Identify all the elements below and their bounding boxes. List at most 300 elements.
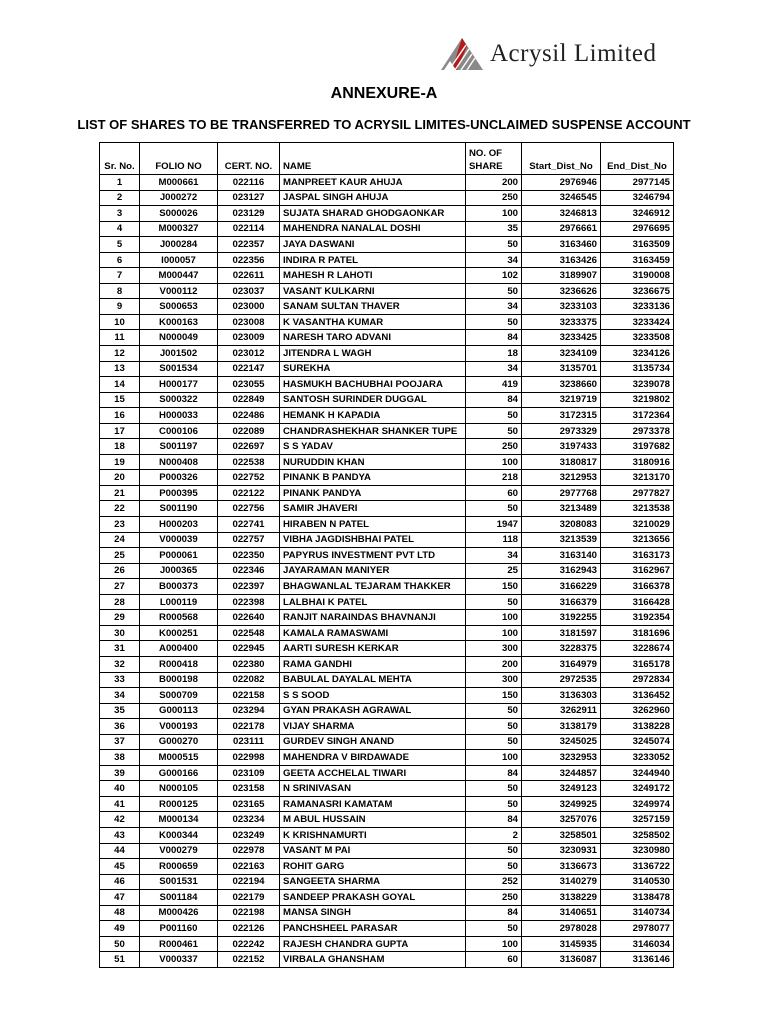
acrysil-logo-icon bbox=[440, 37, 484, 71]
end-dist-no-cell: 3163459 bbox=[601, 252, 674, 268]
cert-no-cell: 022398 bbox=[218, 594, 280, 610]
cert-no-cell: 022978 bbox=[218, 843, 280, 859]
folio-no-cell: S001534 bbox=[140, 361, 218, 377]
folio-no-cell: H000177 bbox=[140, 377, 218, 393]
end-dist-no-cell: 3140530 bbox=[601, 874, 674, 890]
start-dist-no-cell: 3257076 bbox=[522, 812, 601, 828]
table-row bbox=[100, 408, 674, 424]
start-dist-no-cell: 3219719 bbox=[522, 392, 601, 408]
start-dist-no-cell: 2976946 bbox=[522, 175, 601, 191]
start-dist-no-cell: 3163140 bbox=[522, 548, 601, 564]
no-of-share-cell: 50 bbox=[466, 719, 522, 735]
cert-no-cell: 022242 bbox=[218, 936, 280, 952]
cert-no-cell: 022538 bbox=[218, 454, 280, 470]
name-cell: KAMALA RAMASWAMI bbox=[280, 625, 466, 641]
cert-no-cell: 022147 bbox=[218, 361, 280, 377]
end-dist-no-cell: 2977827 bbox=[601, 485, 674, 501]
start-dist-no-cell: 2973329 bbox=[522, 423, 601, 439]
start-dist-no-cell: 3230931 bbox=[522, 843, 601, 859]
no-of-share-cell: 100 bbox=[466, 454, 522, 470]
name-cell: JAYA DASWANI bbox=[280, 237, 466, 253]
cert-no-cell: 023000 bbox=[218, 299, 280, 315]
sr-no-cell: 48 bbox=[100, 905, 140, 921]
no-of-share-cell: 100 bbox=[466, 206, 522, 222]
folio-no-cell: S001190 bbox=[140, 501, 218, 517]
start-dist-no-cell: 3197433 bbox=[522, 439, 601, 455]
header-folio-no: FOLIO NO bbox=[140, 143, 218, 175]
end-dist-no-cell: 3246794 bbox=[601, 190, 674, 206]
cert-no-cell: 022357 bbox=[218, 237, 280, 253]
sr-no-cell: 21 bbox=[100, 485, 140, 501]
end-dist-no-cell: 3136452 bbox=[601, 688, 674, 704]
no-of-share-cell: 50 bbox=[466, 843, 522, 859]
cert-no-cell: 023129 bbox=[218, 206, 280, 222]
sr-no-cell: 13 bbox=[100, 361, 140, 377]
cert-no-cell: 023012 bbox=[218, 346, 280, 362]
no-of-share-cell: 84 bbox=[466, 812, 522, 828]
no-of-share-cell: 150 bbox=[466, 579, 522, 595]
start-dist-no-cell: 3233425 bbox=[522, 330, 601, 346]
table-row bbox=[100, 843, 674, 859]
cert-no-cell: 022178 bbox=[218, 719, 280, 735]
name-cell: GEETA ACCHELAL TIWARI bbox=[280, 765, 466, 781]
sr-no-cell: 32 bbox=[100, 656, 140, 672]
sr-no-cell: 33 bbox=[100, 672, 140, 688]
folio-no-cell: V000112 bbox=[140, 283, 218, 299]
table-row bbox=[100, 781, 674, 797]
table-row bbox=[100, 377, 674, 393]
folio-no-cell: C000106 bbox=[140, 423, 218, 439]
table-header-row bbox=[100, 143, 674, 175]
name-cell: PINANK B PANDYA bbox=[280, 470, 466, 486]
no-of-share-cell: 50 bbox=[466, 501, 522, 517]
name-cell: ROHIT GARG bbox=[280, 859, 466, 875]
sr-no-cell: 19 bbox=[100, 454, 140, 470]
page-title: ANNEXURE-A bbox=[330, 85, 438, 102]
no-of-share-cell: 419 bbox=[466, 377, 522, 393]
folio-no-cell: P001160 bbox=[140, 921, 218, 937]
cert-no-cell: 022198 bbox=[218, 905, 280, 921]
start-dist-no-cell: 2972535 bbox=[522, 672, 601, 688]
end-dist-no-cell: 3135734 bbox=[601, 361, 674, 377]
no-of-share-cell: 50 bbox=[466, 734, 522, 750]
start-dist-no-cell: 3258501 bbox=[522, 827, 601, 843]
table-body bbox=[100, 175, 674, 968]
start-dist-no-cell: 3163460 bbox=[522, 237, 601, 253]
start-dist-no-cell: 3262911 bbox=[522, 703, 601, 719]
end-dist-no-cell: 3244940 bbox=[601, 765, 674, 781]
cert-no-cell: 022756 bbox=[218, 501, 280, 517]
folio-no-cell: S000653 bbox=[140, 299, 218, 315]
no-of-share-cell: 150 bbox=[466, 688, 522, 704]
table-row bbox=[100, 190, 674, 206]
start-dist-no-cell: 3164979 bbox=[522, 656, 601, 672]
cert-no-cell: 022380 bbox=[218, 656, 280, 672]
cert-no-cell: 022998 bbox=[218, 750, 280, 766]
start-dist-no-cell: 3166379 bbox=[522, 594, 601, 610]
name-cell: S S YADAV bbox=[280, 439, 466, 455]
name-cell: PANCHSHEEL PARASAR bbox=[280, 921, 466, 937]
cert-no-cell: 022611 bbox=[218, 268, 280, 284]
end-dist-no-cell: 2978077 bbox=[601, 921, 674, 937]
start-dist-no-cell: 3180817 bbox=[522, 454, 601, 470]
cert-no-cell: 022640 bbox=[218, 610, 280, 626]
table-row bbox=[100, 641, 674, 657]
sr-no-cell: 31 bbox=[100, 641, 140, 657]
folio-no-cell: M000661 bbox=[140, 175, 218, 191]
no-of-share-cell: 100 bbox=[466, 610, 522, 626]
name-cell: VASANT KULKARNI bbox=[280, 283, 466, 299]
start-dist-no-cell: 3236626 bbox=[522, 283, 601, 299]
end-dist-no-cell: 3239078 bbox=[601, 377, 674, 393]
folio-no-cell: S001184 bbox=[140, 890, 218, 906]
no-of-share-cell: 50 bbox=[466, 408, 522, 424]
folio-no-cell: S000709 bbox=[140, 688, 218, 704]
end-dist-no-cell: 3213656 bbox=[601, 532, 674, 548]
no-of-share-cell: 50 bbox=[466, 703, 522, 719]
folio-no-cell: V000039 bbox=[140, 532, 218, 548]
end-dist-no-cell: 3233052 bbox=[601, 750, 674, 766]
start-dist-no-cell: 3135701 bbox=[522, 361, 601, 377]
table-row bbox=[100, 672, 674, 688]
sr-no-cell: 39 bbox=[100, 765, 140, 781]
cert-no-cell: 023249 bbox=[218, 827, 280, 843]
sr-no-cell: 45 bbox=[100, 859, 140, 875]
folio-no-cell: J000365 bbox=[140, 563, 218, 579]
name-cell: M ABUL HUSSAIN bbox=[280, 812, 466, 828]
start-dist-no-cell: 3136087 bbox=[522, 952, 601, 968]
cert-no-cell: 022152 bbox=[218, 952, 280, 968]
name-cell: MANSA SINGH bbox=[280, 905, 466, 921]
end-dist-no-cell: 2976695 bbox=[601, 221, 674, 237]
folio-no-cell: M000447 bbox=[140, 268, 218, 284]
table-row bbox=[100, 688, 674, 704]
no-of-share-cell: 102 bbox=[466, 268, 522, 284]
start-dist-no-cell: 3233103 bbox=[522, 299, 601, 315]
start-dist-no-cell: 3246545 bbox=[522, 190, 601, 206]
sr-no-cell: 43 bbox=[100, 827, 140, 843]
table-row bbox=[100, 532, 674, 548]
name-cell: HIRABEN N PATEL bbox=[280, 517, 466, 533]
sr-no-cell: 9 bbox=[100, 299, 140, 315]
name-cell: SUREKHA bbox=[280, 361, 466, 377]
folio-no-cell: G000113 bbox=[140, 703, 218, 719]
table-row bbox=[100, 796, 674, 812]
folio-no-cell: N000105 bbox=[140, 781, 218, 797]
sr-no-cell: 17 bbox=[100, 423, 140, 439]
name-cell: HASMUKH BACHUBHAI POOJARA bbox=[280, 377, 466, 393]
sr-no-cell: 36 bbox=[100, 719, 140, 735]
no-of-share-cell: 250 bbox=[466, 190, 522, 206]
sr-no-cell: 50 bbox=[100, 936, 140, 952]
end-dist-no-cell: 3181696 bbox=[601, 625, 674, 641]
cert-no-cell: 022122 bbox=[218, 485, 280, 501]
folio-no-cell: B000198 bbox=[140, 672, 218, 688]
start-dist-no-cell: 3172315 bbox=[522, 408, 601, 424]
table-row bbox=[100, 563, 674, 579]
sr-no-cell: 26 bbox=[100, 563, 140, 579]
sr-no-cell: 22 bbox=[100, 501, 140, 517]
cert-no-cell: 023294 bbox=[218, 703, 280, 719]
cert-no-cell: 022350 bbox=[218, 548, 280, 564]
folio-no-cell: N000049 bbox=[140, 330, 218, 346]
end-dist-no-cell: 3233508 bbox=[601, 330, 674, 346]
name-cell: INDIRA R PATEL bbox=[280, 252, 466, 268]
header-no-of-share-line1: NO. OF bbox=[469, 148, 503, 159]
folio-no-cell: K000251 bbox=[140, 625, 218, 641]
sr-no-cell: 4 bbox=[100, 221, 140, 237]
start-dist-no-cell: 3145935 bbox=[522, 936, 601, 952]
start-dist-no-cell: 3138179 bbox=[522, 719, 601, 735]
name-cell: N SRINIVASAN bbox=[280, 781, 466, 797]
table-row bbox=[100, 206, 674, 222]
table-row bbox=[100, 283, 674, 299]
table-row bbox=[100, 485, 674, 501]
end-dist-no-cell: 3262960 bbox=[601, 703, 674, 719]
name-cell: LALBHAI K PATEL bbox=[280, 594, 466, 610]
start-dist-no-cell: 3245025 bbox=[522, 734, 601, 750]
start-dist-no-cell: 3228375 bbox=[522, 641, 601, 657]
no-of-share-cell: 34 bbox=[466, 299, 522, 315]
sr-no-cell: 42 bbox=[100, 812, 140, 828]
sr-no-cell: 7 bbox=[100, 268, 140, 284]
name-cell: VASANT M PAI bbox=[280, 843, 466, 859]
start-dist-no-cell: 2977768 bbox=[522, 485, 601, 501]
end-dist-no-cell: 3166378 bbox=[601, 579, 674, 595]
cert-no-cell: 023111 bbox=[218, 734, 280, 750]
end-dist-no-cell: 3246912 bbox=[601, 206, 674, 222]
no-of-share-cell: 50 bbox=[466, 237, 522, 253]
name-cell: VIBHA JAGDISHBHAI PATEL bbox=[280, 532, 466, 548]
end-dist-no-cell: 3163173 bbox=[601, 548, 674, 564]
no-of-share-cell: 84 bbox=[466, 392, 522, 408]
no-of-share-cell: 100 bbox=[466, 750, 522, 766]
table-row bbox=[100, 703, 674, 719]
folio-no-cell: R000125 bbox=[140, 796, 218, 812]
folio-no-cell: P000395 bbox=[140, 485, 218, 501]
sr-no-cell: 49 bbox=[100, 921, 140, 937]
cert-no-cell: 022346 bbox=[218, 563, 280, 579]
end-dist-no-cell: 2973378 bbox=[601, 423, 674, 439]
cert-no-cell: 023127 bbox=[218, 190, 280, 206]
sr-no-cell: 37 bbox=[100, 734, 140, 750]
folio-no-cell: V000193 bbox=[140, 719, 218, 735]
table-row bbox=[100, 610, 674, 626]
name-cell: NARESH TARO ADVANI bbox=[280, 330, 466, 346]
sr-no-cell: 34 bbox=[100, 688, 140, 704]
end-dist-no-cell: 3172364 bbox=[601, 408, 674, 424]
start-dist-no-cell: 3232953 bbox=[522, 750, 601, 766]
table-row bbox=[100, 656, 674, 672]
cert-no-cell: 022486 bbox=[218, 408, 280, 424]
end-dist-no-cell: 3257159 bbox=[601, 812, 674, 828]
start-dist-no-cell: 3136673 bbox=[522, 859, 601, 875]
end-dist-no-cell: 3233424 bbox=[601, 314, 674, 330]
name-cell: K VASANTHA KUMAR bbox=[280, 314, 466, 330]
name-cell: SANGEETA SHARMA bbox=[280, 874, 466, 890]
table-row bbox=[100, 346, 674, 362]
name-cell: K KRISHNAMURTI bbox=[280, 827, 466, 843]
table-row bbox=[100, 548, 674, 564]
end-dist-no-cell: 3213538 bbox=[601, 501, 674, 517]
start-dist-no-cell: 3189907 bbox=[522, 268, 601, 284]
cert-no-cell: 022158 bbox=[218, 688, 280, 704]
sr-no-cell: 5 bbox=[100, 237, 140, 253]
end-dist-no-cell: 3197682 bbox=[601, 439, 674, 455]
no-of-share-cell: 200 bbox=[466, 175, 522, 191]
folio-no-cell: M000426 bbox=[140, 905, 218, 921]
no-of-share-cell: 200 bbox=[466, 656, 522, 672]
name-cell: RANJIT NARAINDAS BHAVNANJI bbox=[280, 610, 466, 626]
end-dist-no-cell: 3234126 bbox=[601, 346, 674, 362]
name-cell: PAPYRUS INVESTMENT PVT LTD bbox=[280, 548, 466, 564]
no-of-share-cell: 250 bbox=[466, 890, 522, 906]
name-cell: PINANK PANDYA bbox=[280, 485, 466, 501]
end-dist-no-cell: 3245074 bbox=[601, 734, 674, 750]
end-dist-no-cell: 3146034 bbox=[601, 936, 674, 952]
table-row bbox=[100, 594, 674, 610]
folio-no-cell: V000279 bbox=[140, 843, 218, 859]
header-no-of-share-line2: SHARE bbox=[469, 161, 503, 172]
header-cert-no: CERT. NO. bbox=[218, 143, 280, 175]
cert-no-cell: 022082 bbox=[218, 672, 280, 688]
start-dist-no-cell: 3246813 bbox=[522, 206, 601, 222]
table-row bbox=[100, 361, 674, 377]
end-dist-no-cell: 3249974 bbox=[601, 796, 674, 812]
end-dist-no-cell: 3219802 bbox=[601, 392, 674, 408]
folio-no-cell: J000284 bbox=[140, 237, 218, 253]
cert-no-cell: 023008 bbox=[218, 314, 280, 330]
name-cell: S S SOOD bbox=[280, 688, 466, 704]
no-of-share-cell: 35 bbox=[466, 221, 522, 237]
cert-no-cell: 023009 bbox=[218, 330, 280, 346]
folio-no-cell: R000568 bbox=[140, 610, 218, 626]
shares-table bbox=[99, 142, 674, 968]
sr-no-cell: 51 bbox=[100, 952, 140, 968]
table-row bbox=[100, 439, 674, 455]
no-of-share-cell: 252 bbox=[466, 874, 522, 890]
table-row bbox=[100, 423, 674, 439]
sr-no-cell: 30 bbox=[100, 625, 140, 641]
start-dist-no-cell: 3136303 bbox=[522, 688, 601, 704]
folio-no-cell: N000408 bbox=[140, 454, 218, 470]
cert-no-cell: 022849 bbox=[218, 392, 280, 408]
folio-no-cell: M000134 bbox=[140, 812, 218, 828]
sr-no-cell: 28 bbox=[100, 594, 140, 610]
table-row bbox=[100, 812, 674, 828]
start-dist-no-cell: 3233375 bbox=[522, 314, 601, 330]
name-cell: BHAGWANLAL TEJARAM THAKKER bbox=[280, 579, 466, 595]
name-cell: NURUDDIN KHAN bbox=[280, 454, 466, 470]
table-row bbox=[100, 268, 674, 284]
table-row bbox=[100, 874, 674, 890]
start-dist-no-cell: 3249925 bbox=[522, 796, 601, 812]
cert-no-cell: 022945 bbox=[218, 641, 280, 657]
name-cell: JAYARAMAN MANIYER bbox=[280, 563, 466, 579]
folio-no-cell: S000322 bbox=[140, 392, 218, 408]
folio-no-cell: L000119 bbox=[140, 594, 218, 610]
folio-no-cell: S001197 bbox=[140, 439, 218, 455]
folio-no-cell: I000057 bbox=[140, 252, 218, 268]
end-dist-no-cell: 2972834 bbox=[601, 672, 674, 688]
start-dist-no-cell: 3181597 bbox=[522, 625, 601, 641]
table-row bbox=[100, 905, 674, 921]
header-end-dist-no: End_Dist_No bbox=[601, 143, 674, 175]
sr-no-cell: 23 bbox=[100, 517, 140, 533]
table-row bbox=[100, 827, 674, 843]
no-of-share-cell: 100 bbox=[466, 936, 522, 952]
start-dist-no-cell: 2976661 bbox=[522, 221, 601, 237]
table-row bbox=[100, 719, 674, 735]
name-cell: RAMANASRI KAMATAM bbox=[280, 796, 466, 812]
table-row bbox=[100, 936, 674, 952]
name-cell: VIJAY SHARMA bbox=[280, 719, 466, 735]
folio-no-cell: S000026 bbox=[140, 206, 218, 222]
start-dist-no-cell: 3249123 bbox=[522, 781, 601, 797]
name-cell: MAHENDRA NANALAL DOSHI bbox=[280, 221, 466, 237]
no-of-share-cell: 18 bbox=[466, 346, 522, 362]
table-row bbox=[100, 175, 674, 191]
table-row bbox=[100, 859, 674, 875]
cert-no-cell: 022397 bbox=[218, 579, 280, 595]
start-dist-no-cell: 3162943 bbox=[522, 563, 601, 579]
name-cell: SAMIR JHAVERI bbox=[280, 501, 466, 517]
end-dist-no-cell: 3230980 bbox=[601, 843, 674, 859]
folio-no-cell: J000272 bbox=[140, 190, 218, 206]
no-of-share-cell: 60 bbox=[466, 485, 522, 501]
name-cell: MANPREET KAUR AHUJA bbox=[280, 175, 466, 191]
table-row bbox=[100, 579, 674, 595]
sr-no-cell: 27 bbox=[100, 579, 140, 595]
name-cell: SANTOSH SURINDER DUGGAL bbox=[280, 392, 466, 408]
start-dist-no-cell: 2978028 bbox=[522, 921, 601, 937]
table-row bbox=[100, 470, 674, 486]
no-of-share-cell: 84 bbox=[466, 905, 522, 921]
cert-no-cell: 023234 bbox=[218, 812, 280, 828]
start-dist-no-cell: 3138229 bbox=[522, 890, 601, 906]
start-dist-no-cell: 3234109 bbox=[522, 346, 601, 362]
end-dist-no-cell: 3180916 bbox=[601, 454, 674, 470]
table-row bbox=[100, 392, 674, 408]
start-dist-no-cell: 3140651 bbox=[522, 905, 601, 921]
name-cell: GYAN PRAKASH AGRAWAL bbox=[280, 703, 466, 719]
header-name: NAME bbox=[280, 143, 466, 175]
no-of-share-cell: 50 bbox=[466, 796, 522, 812]
name-cell: HEMANK H KAPADIA bbox=[280, 408, 466, 424]
folio-no-cell: K000163 bbox=[140, 314, 218, 330]
sr-no-cell: 40 bbox=[100, 781, 140, 797]
name-cell: MAHENDRA V BIRDAWADE bbox=[280, 750, 466, 766]
start-dist-no-cell: 3208083 bbox=[522, 517, 601, 533]
folio-no-cell: S001531 bbox=[140, 874, 218, 890]
cert-no-cell: 023055 bbox=[218, 377, 280, 393]
start-dist-no-cell: 3213489 bbox=[522, 501, 601, 517]
name-cell: JITENDRA L WAGH bbox=[280, 346, 466, 362]
end-dist-no-cell: 3166428 bbox=[601, 594, 674, 610]
end-dist-no-cell: 3162967 bbox=[601, 563, 674, 579]
table-row bbox=[100, 952, 674, 968]
table-row bbox=[100, 314, 674, 330]
no-of-share-cell: 34 bbox=[466, 548, 522, 564]
folio-no-cell: R000418 bbox=[140, 656, 218, 672]
cert-no-cell: 022548 bbox=[218, 625, 280, 641]
no-of-share-cell: 118 bbox=[466, 532, 522, 548]
no-of-share-cell: 34 bbox=[466, 361, 522, 377]
end-dist-no-cell: 3136146 bbox=[601, 952, 674, 968]
folio-no-cell: K000344 bbox=[140, 827, 218, 843]
sr-no-cell: 8 bbox=[100, 283, 140, 299]
table-row bbox=[100, 921, 674, 937]
